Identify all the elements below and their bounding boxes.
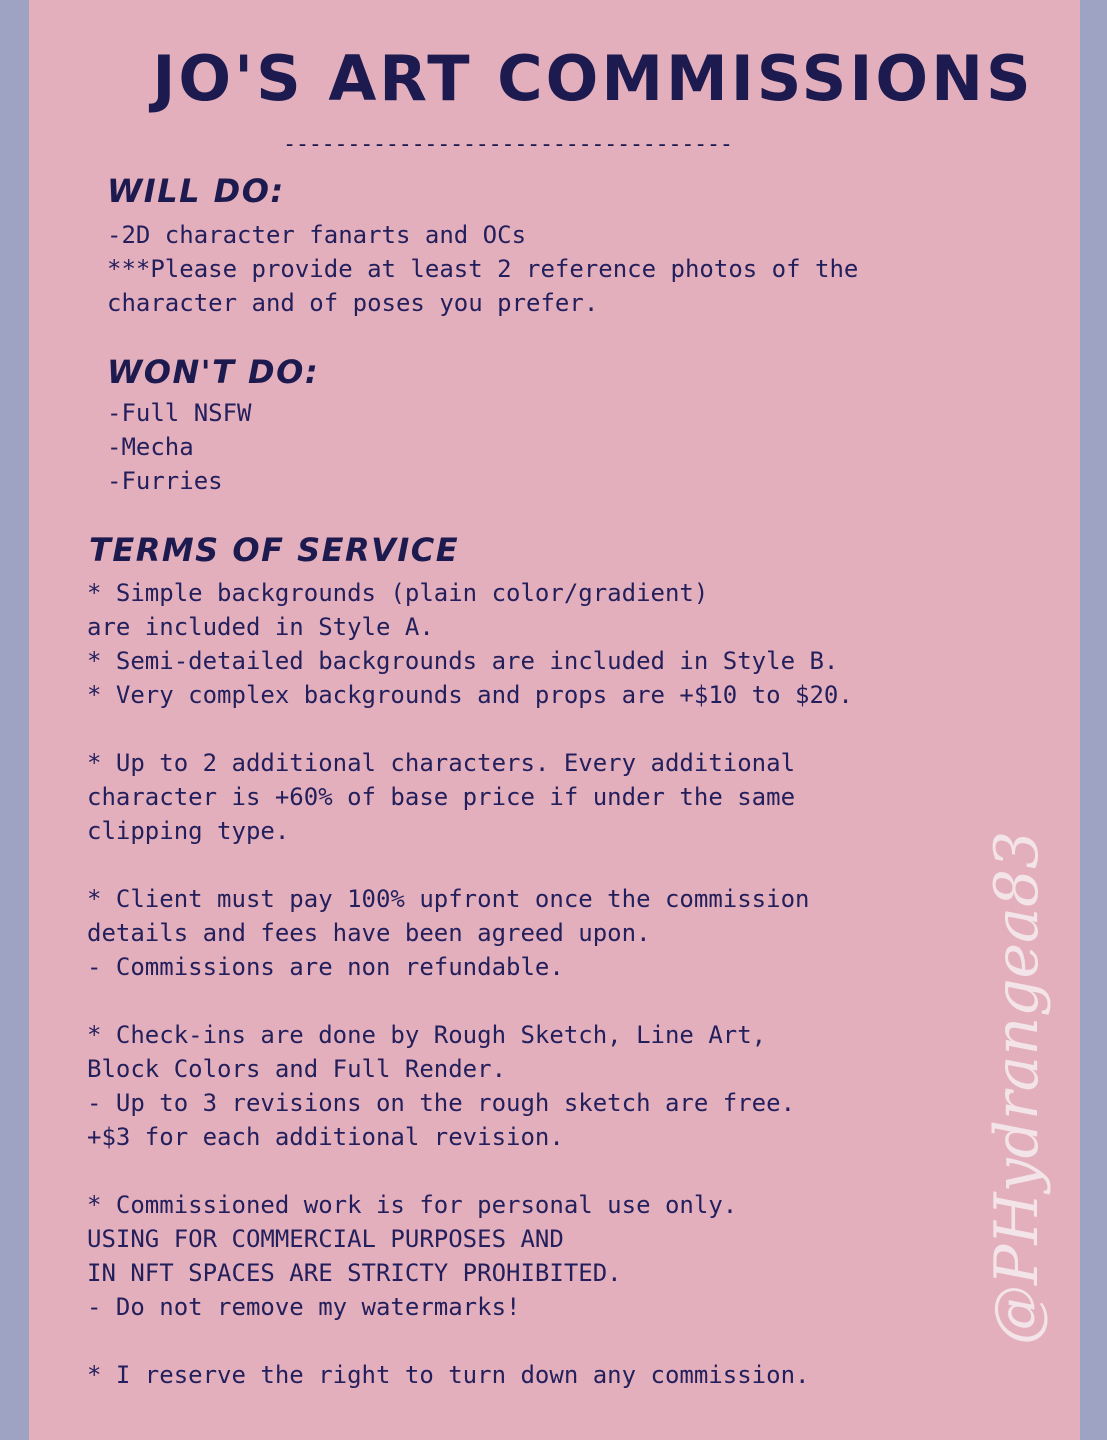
artist-watermark: @PHydrangea83 [982,830,1052,1345]
text-line: * Check-ins are done by Rough Sketch, Line Art, [87,1021,767,1049]
text-line: * Commissioned work is for personal use only. [87,1191,738,1219]
text-line: -Full NSFW [107,399,252,427]
paragraph-gap [87,712,853,746]
terms-list [87,576,853,1392]
text-line: character is +60% of base price if under the same [87,783,796,811]
text-line: Block Colors and Full Render. [87,1055,507,1083]
paragraph-gap [87,984,853,1018]
text-line: * Up to 2 additional characters. Every additional [87,749,796,777]
text-line: * I reserve the right to turn down any commission. [87,1361,810,1389]
text-line: * Semi-detailed backgrounds are included in Style B. [87,647,839,675]
will-do-heading: WILL DO: [107,172,285,210]
text-line: -Mecha [107,433,194,461]
paragraph-gap [87,1324,853,1358]
text-line: USING FOR COMMERCIAL PURPOSES AND [87,1225,564,1253]
text-line: * Client must pay 100% upfront once the commission [87,885,810,913]
will-do-list [107,218,858,320]
text-line: IN NFT SPACES ARE STRICTY PROHIBITED. [87,1259,622,1287]
text-line: details and fees have been agreed upon. [87,919,651,947]
commission-sheet [29,0,1080,1440]
text-line: ***Please provide at least 2 reference photos of the [107,255,859,283]
text-line: -2D character fanarts and OCs [107,221,527,249]
text-line: -Furries [107,467,223,495]
page-title: JO'S ART COMMISSIONS [152,42,1034,115]
text-line: - Do not remove my watermarks! [87,1293,521,1321]
title-divider: ----------------------------------- [283,132,733,157]
text-line: * Very complex backgrounds and props are +$10 to $20. [87,681,853,709]
paragraph-gap [87,848,853,882]
paragraph-gap [87,1154,853,1188]
text-line: +$3 for each additional revision. [87,1123,564,1151]
text-line: - Up to 3 revisions on the rough sketch are free. [87,1089,796,1117]
wont-do-list [107,396,252,498]
text-line: * Simple backgrounds (plain color/gradient) [87,579,709,607]
text-line: - Commissions are non refundable. [87,953,564,981]
text-line: clipping type. [87,817,290,845]
terms-heading: TERMS OF SERVICE [89,531,460,569]
text-line: are included in Style A. [87,613,434,641]
text-line: character and of poses you prefer. [107,289,599,317]
wont-do-heading: WON'T DO: [107,353,320,391]
